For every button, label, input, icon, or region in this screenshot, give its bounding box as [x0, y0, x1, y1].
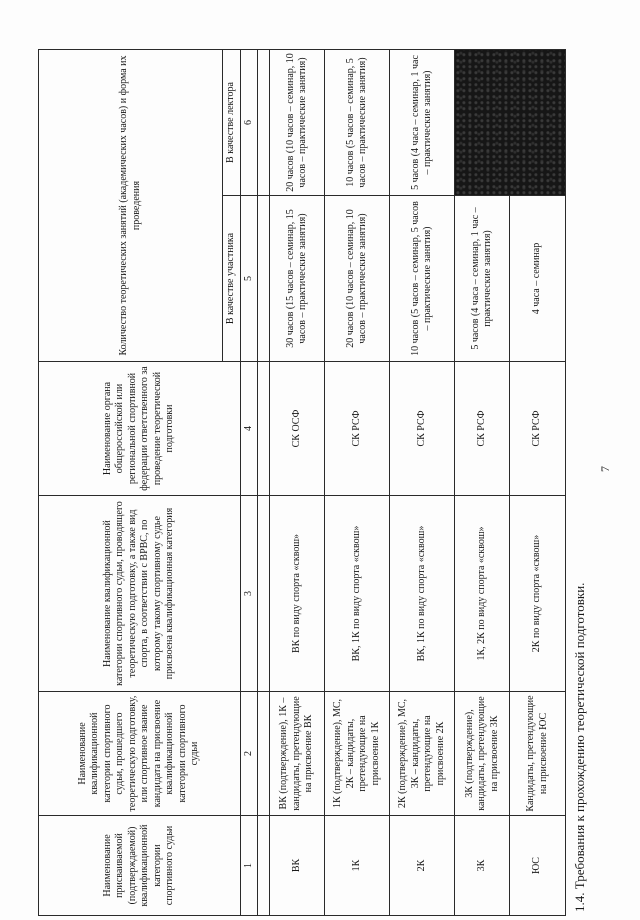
participant-hours-cell: 20 часов (10 часов – семинар, 10 часов – практические занятия): [325, 196, 390, 362]
participant-hours-cell: 10 часов (5 часов – семинар, 5 часов – практические занятия): [390, 196, 455, 362]
header-organization: Наименование органа общероссийской или региональной спортивной федерации ответственного за проведение теоретической подготовки: [39, 362, 241, 496]
category-cell: ВК: [269, 816, 324, 916]
trainee-cell: Кандидаты, претендующие на присвоение ЮС: [510, 692, 566, 816]
organization-cell: СК РСФ: [510, 362, 566, 496]
column-number: 6: [240, 49, 258, 195]
lecturer-hours-cell: 5 часов (4 часа – семинар, 1 час – практические занятия): [390, 49, 455, 195]
trainee-cell: 2К (подтверждение), МС, 3К – кандидаты, претендующие на присвоение 2К: [390, 692, 455, 816]
column-numbers-row: [240, 49, 258, 915]
organization-cell: СК РСФ: [455, 362, 510, 496]
category-cell: 3К: [455, 816, 510, 916]
header-category: Наименование присваиваемой (подтверждаемой) квалификационной категории спортивного судьи: [39, 816, 241, 916]
category-cell: 2К: [390, 816, 455, 916]
trainee-cell: ВК (подтверждение), 1К – кандидаты, претендующие на присвоение ВК: [269, 692, 324, 816]
lecturer-cell: 1К, 2К по виду спорта «сквош»: [455, 496, 510, 692]
organization-cell: СК РСФ: [325, 362, 390, 496]
column-number: 5: [240, 196, 258, 362]
lecturer-cell: ВК, 1К по виду спорта «сквош»: [325, 496, 390, 692]
participant-hours-cell: 30 часов (15 часов – семинар, 15 часов – практические занятия): [269, 196, 324, 362]
lecturer-cell: ВК, 1К по виду спорта «сквош»: [390, 496, 455, 692]
organization-cell: СК ОСФ: [269, 362, 324, 496]
column-number: 4: [240, 362, 258, 496]
table-row: [325, 49, 390, 915]
organization-cell: СК РСФ: [390, 362, 455, 496]
header-hours: Количество теоретических занятий (академических часов) и форма их проведения: [39, 49, 223, 361]
header-as-lecturer: В качестве лектора: [223, 49, 241, 195]
page-number: 7: [598, 466, 612, 472]
trainee-cell: 3К (подтверждение), кандидаты, претендующие на присвоение 3К: [455, 692, 510, 816]
header-as-participant: В качестве участника: [223, 196, 241, 362]
requirements-table: [38, 49, 566, 916]
header-row: [39, 49, 223, 915]
header-lecturer-category: Наименование квалификационной категории спортивного судьи, проводящего теоретическую подготовку, а также вид спорта, в соответствии с ВРВС, по которому такому спортивному судье присвоена квалификационная категория: [39, 496, 241, 692]
category-cell: 1К: [325, 816, 390, 916]
section-heading: 1.4. Требования к прохождению теоретической подготовки.: [572, 582, 587, 912]
redacted-cell: [455, 49, 566, 195]
spacer-row: [258, 49, 270, 915]
column-number: 3: [240, 496, 258, 692]
lecturer-cell: ВК по виду спорта «сквош»: [269, 496, 324, 692]
category-cell: ЮС: [510, 816, 566, 916]
column-number: 2: [240, 692, 258, 816]
participant-hours-cell: 5 часов (4 часа – семинар, 1 час – практические занятия): [455, 196, 510, 362]
header-trainee: Наименование квалификационной категории спортивного судьи, прошедшего теоретическую подготовку, или спортивное звание кандидата на присвоение квалификационной категории спортивного судьи: [39, 692, 241, 816]
table-row: [390, 49, 455, 915]
column-number: 1: [240, 816, 258, 916]
lecturer-hours-cell: 10 часов (5 часов – семинар, 5 часов – практические занятия): [325, 49, 390, 195]
table-row: [269, 49, 324, 915]
table-row: [455, 49, 510, 915]
lecturer-hours-cell: 20 часов (10 часов – семинар, 10 часов – практические занятия): [269, 49, 324, 195]
lecturer-cell: 2К по виду спорта «сквош»: [510, 496, 566, 692]
participant-hours-cell: 4 часа – семинар: [510, 196, 566, 362]
trainee-cell: 1К (подтверждение), МС, 2К – кандидаты, претендующие на присвоение 1К: [325, 692, 390, 816]
